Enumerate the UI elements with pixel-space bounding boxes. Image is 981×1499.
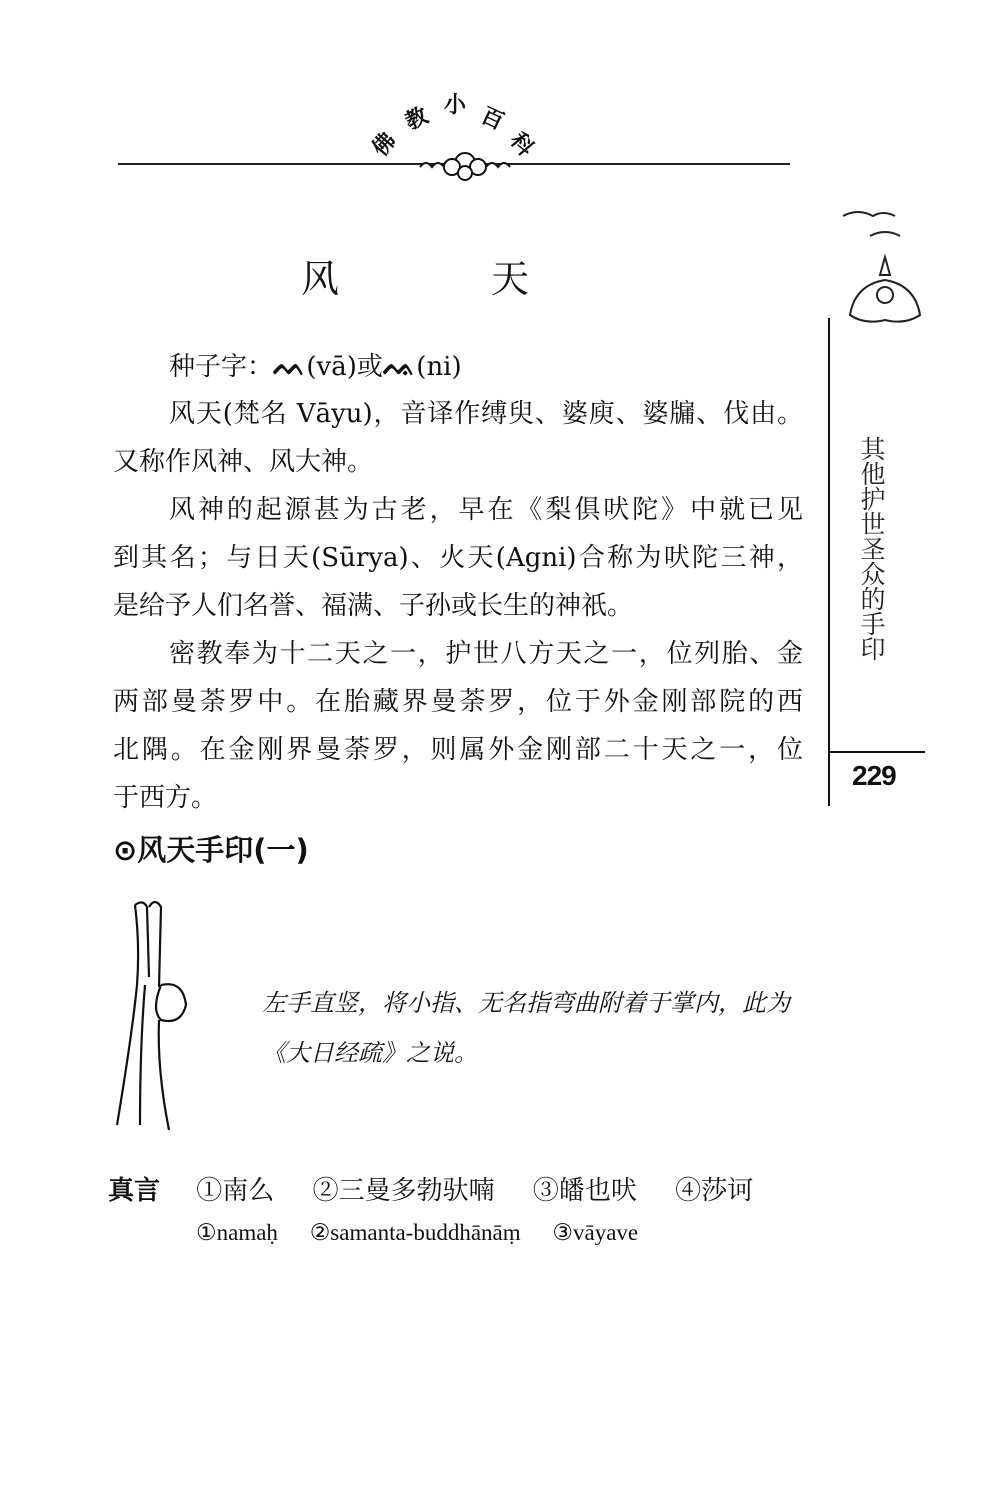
- seed-label: 种子字：: [169, 352, 274, 382]
- mudra-description: 左手直竖，将小指、无名指弯曲附着于掌内，此为《大日经疏》之说。: [262, 989, 790, 1067]
- mantra-label: 真言: [108, 1176, 161, 1206]
- mantra-chinese: [108, 1170, 783, 1207]
- section-heading: ⊙风天手印(一): [113, 833, 309, 867]
- mantra-roman-syllable: ②samanta-buddhānāṃ: [309, 1220, 521, 1245]
- text-line: 于西方。: [113, 783, 218, 813]
- text-line: 风天(梵名 Vāyu)，音译作缚臾、婆庾、婆牖、伐由。: [169, 399, 803, 429]
- mantra-roman-syllable: ①namaḥ: [196, 1220, 278, 1245]
- series-title-char: 百: [476, 103, 508, 136]
- series-title-char: 教: [401, 103, 433, 136]
- page-title: 风 天: [300, 257, 600, 301]
- text-line: 风神的起源甚为古老，早在《梨俱吠陀》中就已见: [169, 495, 803, 525]
- mantra-syllable: ④莎诃: [675, 1176, 754, 1206]
- paragraph: [113, 390, 803, 486]
- seed-or: 或: [356, 352, 383, 382]
- paragraph: [113, 630, 803, 822]
- series-title-char: 佛: [367, 128, 402, 162]
- text-line: 是给予人们名誉、福满、子孙或长生的神祇。: [113, 591, 634, 621]
- seed-roman: (ni): [416, 352, 462, 382]
- text-line: 又称作风神、风大神。: [113, 447, 374, 477]
- mantra-syllable: ①南么: [196, 1176, 275, 1206]
- text-line: 到其名；与日天(Sūrya)、火天(Agni)合称为吠陀三神，: [113, 543, 803, 573]
- chapter-title: 其他护世圣众的手印: [857, 436, 886, 661]
- text-line: 密教奉为十二天之一，护世八方天之一，位列胎、金: [169, 639, 803, 669]
- cloud-ornament-icon: [410, 145, 520, 185]
- mantra-syllable: ③皤也吠: [532, 1176, 637, 1206]
- seed-roman: (vā): [306, 352, 357, 382]
- page-number-rule: [828, 751, 925, 753]
- seed-syllable-line: [113, 342, 803, 391]
- hand-mudra-illustration: [105, 895, 205, 1135]
- series-title-char: 科: [504, 128, 539, 162]
- mantra-roman: [196, 1220, 664, 1246]
- text-line: 北隅。在金刚界曼荼罗，则属外金刚部二十天之一，位: [113, 735, 803, 765]
- series-title-char: 小: [444, 93, 467, 118]
- text-line: 两部曼荼罗中。在胎藏界曼荼罗，位于外金刚部院的西: [113, 687, 803, 717]
- page-number: 229: [852, 760, 896, 791]
- mantra-syllable: ②三曼多勃驮喃: [312, 1176, 495, 1206]
- paragraph: [113, 486, 803, 630]
- siddham-ni-glyph: ᨕ: [382, 349, 417, 382]
- sidebar-divider: [828, 318, 830, 806]
- mantra-roman-syllable: ③vāyave: [552, 1220, 639, 1245]
- siddham-va-glyph: ᨓ: [273, 349, 307, 382]
